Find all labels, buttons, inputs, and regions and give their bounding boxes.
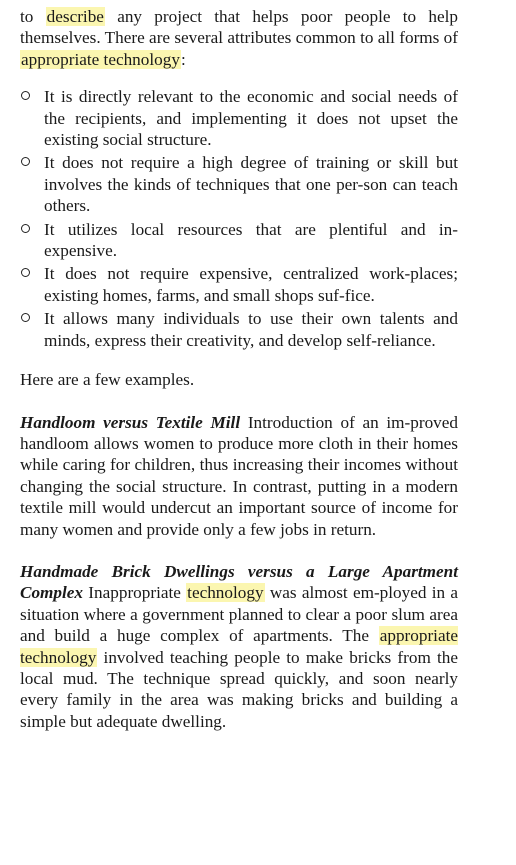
highlighted-term: appropriate technology: [21, 49, 180, 69]
list-item-text: It does not require expensive, centralized work-places; existing homes, farms, and small shops suf-fice.: [44, 264, 458, 305]
highlighted-term: appropriate technology: [20, 626, 458, 667]
highlighted-term: technology: [187, 583, 264, 603]
list-item: [20, 308, 458, 351]
circle-bullet-icon: [21, 313, 30, 322]
document-page: [20, 6, 458, 732]
example-body: involved teaching people to make bricks from the local mud. The technique spread quickly, and soon nearly every family in the area was making bricks and building a simple but adequate dwelling.: [20, 647, 458, 731]
circle-bullet-icon: [21, 91, 30, 100]
intro-text: :: [180, 49, 186, 69]
example-body: was almost em-ployed in a situation where a government planned to clear a poor slum area and build a huge complex of apartments. The: [20, 583, 458, 646]
list-item: [20, 86, 458, 150]
list-item: [20, 152, 458, 216]
circle-bullet-icon: [21, 268, 30, 277]
highlighted-term: describe: [46, 7, 104, 26]
list-item: [20, 219, 458, 262]
intro-text: to: [20, 7, 46, 26]
list-item-text: It allows many individuals to use their own talents and minds, express their creativity, and develop self-reliance.: [44, 309, 458, 350]
circle-bullet-icon: [21, 157, 30, 166]
example-body: Inappropriate: [83, 583, 187, 603]
intro-paragraph: [20, 6, 458, 70]
attributes-list: [20, 86, 458, 351]
example-body: Introduction of an im-proved handloom allows women to produce more cloth in their homes while caring for children, thus increasing their incomes without changing the social structure. In contrast, putting in a modern textile mill would undercut an important source of income for many women and provide only a few jobs in return.: [20, 412, 458, 539]
list-item: [20, 263, 458, 306]
example-brick-dwellings: [20, 561, 458, 732]
list-item-text: It utilizes local resources that are plentiful and in-expensive.: [44, 219, 458, 261]
example-handloom: [20, 412, 458, 540]
examples-intro: Here are a few examples.: [20, 370, 195, 390]
list-item-text: It does not require a high degree of training or skill but involves the kinds of techniques that one per-son can teach others.: [44, 153, 458, 216]
example-heading: Handmade Brick Dwellings versus a Large Apartment Complex: [20, 561, 458, 603]
intro-text: any project that helps poor people to help themselves. There are several attributes common to all forms of: [20, 7, 458, 48]
circle-bullet-icon: [21, 224, 30, 233]
list-item-text: It is directly relevant to the economic and social needs of the recipients, and implementing it does not upset the existing social structure.: [44, 87, 458, 150]
example-heading: Handloom versus Textile Mill: [20, 412, 241, 432]
